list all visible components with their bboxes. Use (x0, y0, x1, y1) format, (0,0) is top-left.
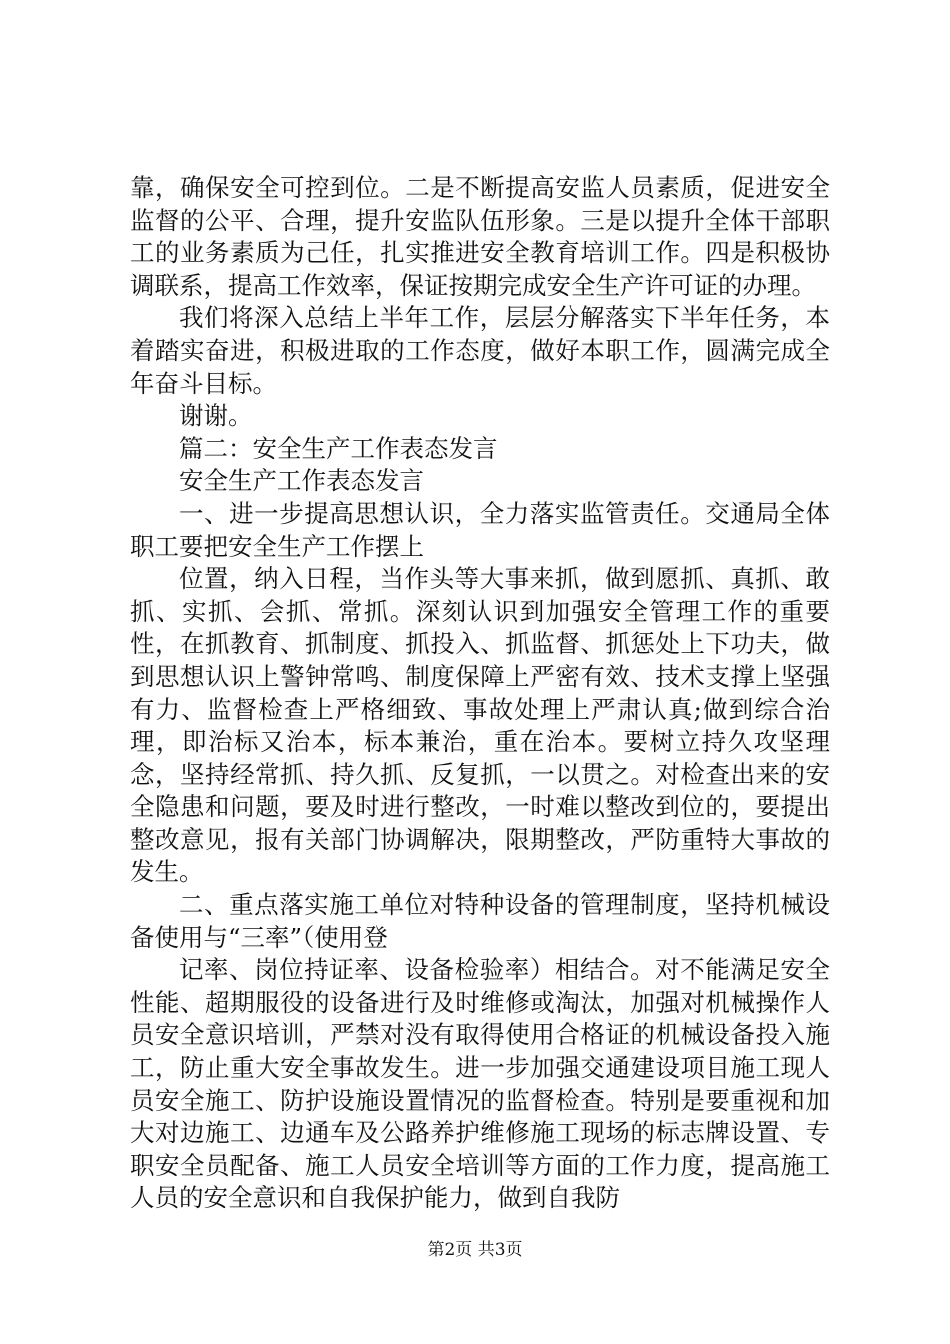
paragraph: 记率、岗位持证率、设备检验率）相结合。对不能满足安全性能、超期服役的设备进行及时维修或淘汰，加强对机械操作人员安全意识培训，严禁对没有取得使用合格证的机械设备投入施工，防止重大安全事故发生。进一步加强交通建设项目施工现人员安全施工、防护设施设置情况的监督检查。特别是要重视和加大对边施工、边通车及公路养护维修施工现场的标志牌设置、专职安全员配备、施工人员安全培训等方面的工作力度，提高施工人员的安全意识和自我保护能力，做到自我防 (130, 955, 830, 1213)
paragraph: 靠，确保安全可控到位。二是不断提高安监人员素质，促进安全监督的公平、合理，提升安监队伍形象。三是以提升全体干部职工的业务素质为己任，扎实推进安全教育培训工作。四是积极协调联系，提高工作效率，保证按期完成安全生产许可证的办理。 (130, 173, 830, 300)
page-number-footer: 第2页 共3页 (427, 1240, 523, 1260)
paragraph: 我们将深入总结上半年工作，层层分解落实下半年任务，本着踏实奋进，积极进取的工作态度，做好本职工作，圆满完成全年奋斗目标。 (130, 303, 830, 398)
section-heading: 篇二：安全生产工作表态发言 (179, 433, 498, 463)
section-title: 安全生产工作表态发言 (179, 466, 424, 496)
paragraph: 谢谢。 (179, 401, 253, 431)
document-body (130, 172, 830, 1215)
paragraph: 一、进一步提高思想认识，全力落实监管责任。交通局全体职工要把安全生产工作摆上 (130, 498, 830, 561)
paragraph: 二、重点落实施工单位对特种设备的管理制度，坚持机械设备使用与“三率”（使用登 (130, 890, 830, 952)
paragraph: 位置，纳入日程，当作头等大事来抓，做到愿抓、真抓、敢抓、实抓、会抓、常抓。深刻认识到加强安全管理工作的重要性，在抓教育、抓制度、抓投入、抓监督、抓惩处上下功夫，做到思想认识上警钟常鸣、制度保障上严密有效、技术支撑上坚强有力、监督检查上严格细致、事故处理上严肃认真;做到综合治理，即治标又治本，标本兼治，重在治本。要树立持久攻坚理念，坚持经常抓、持久抓、反复抓，一以贯之。对检查出来的安全隐患和问题，要及时进行整改，一时难以整改到位的，要提出整改意见，报有关部门协调解决，限期整改，严防重特大事故的发生。 (130, 564, 830, 887)
